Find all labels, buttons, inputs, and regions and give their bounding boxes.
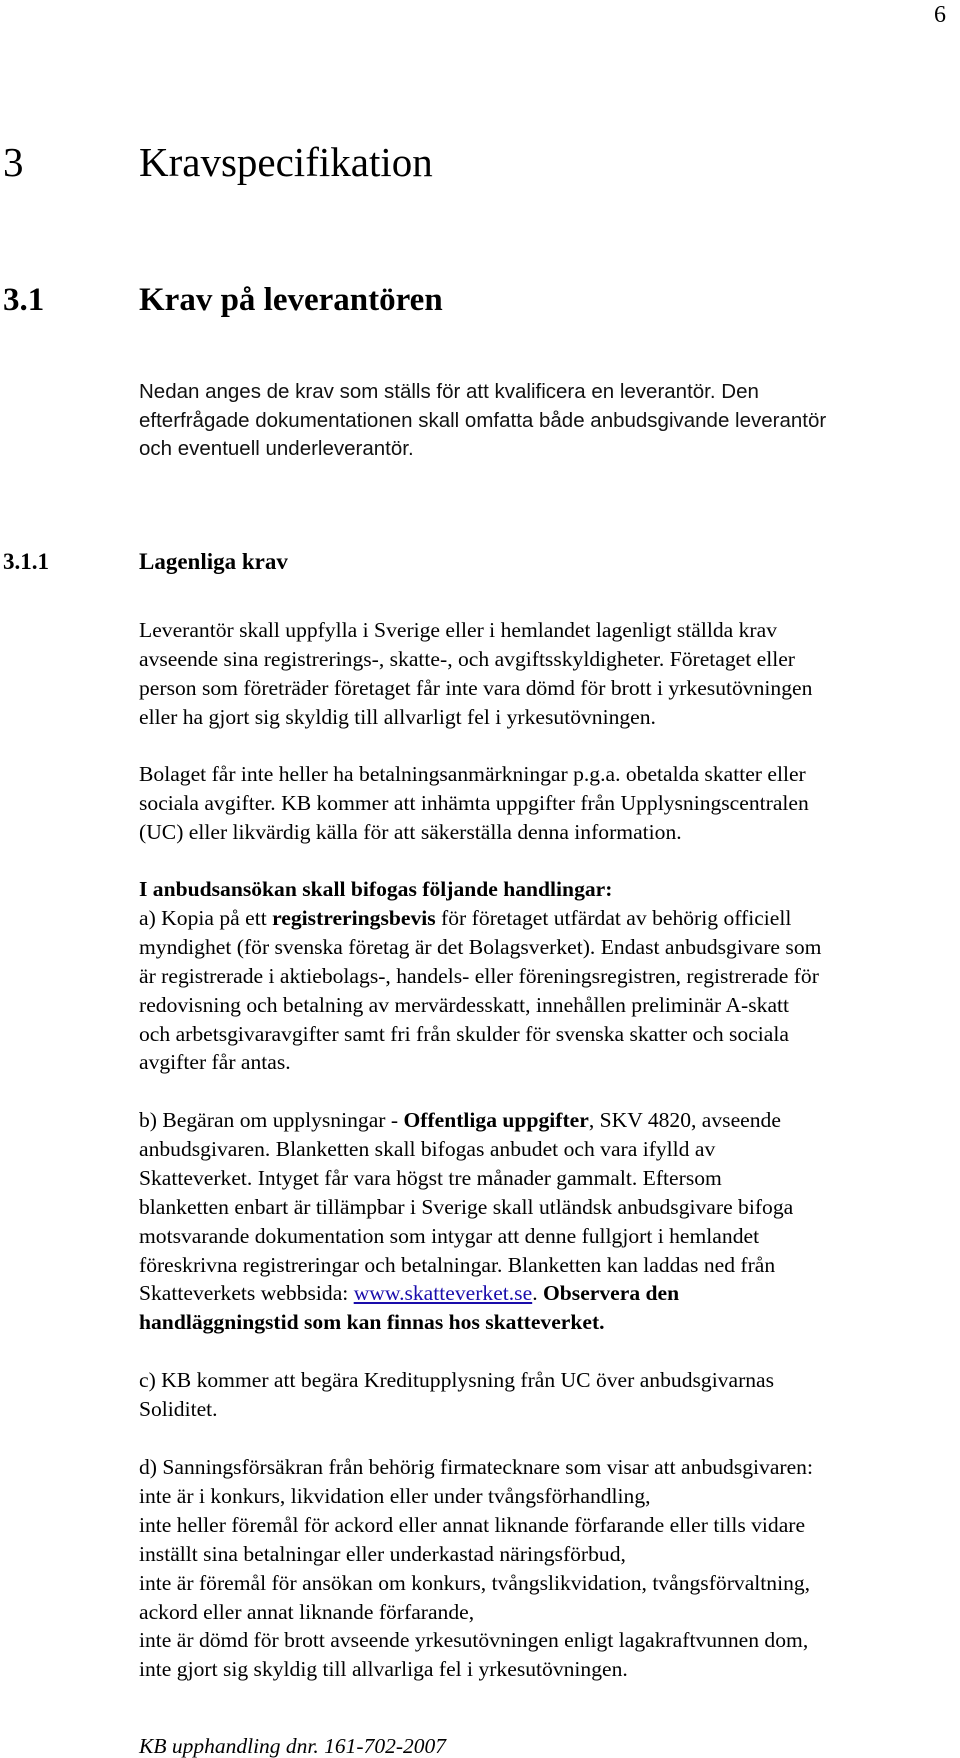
chapter-number: 3 [3,139,24,185]
intro-line: Nedan anges de krav som ställs för att kvalificera en leverantör. Den [139,380,759,403]
item-b-line: Skatteverket. Intyget får vara högst tre månader gammalt. Eftersom [139,1165,722,1190]
item-b-line: anbudsgivaren. Blanketten skall bifogas anbudet och vara ifylld av [139,1136,716,1161]
item-d-line: ackord eller annat liknande förfarande, [139,1599,475,1624]
paragraph-line: avseende sina registrerings-, skatte-, och avgiftsskyldigheter. Företaget eller [139,646,795,671]
item-b-line: motsvarande dokumentation som intygar att denne fullgjort i hemlandet [139,1223,760,1248]
attachments-heading: I anbudsansökan skall bifogas följande handlingar: [139,877,613,901]
item-d-line: inte är föremål för ansökan om konkurs, tvångslikvidation, tvångsförvaltning, [139,1570,811,1595]
payment-remarks-paragraph [139,760,959,847]
paragraph-line: person som företräder företaget får inte vara dömd för brott i yrkesutövningen [139,675,813,700]
section-number: 3.1 [3,282,45,318]
intro-paragraph [139,378,959,464]
offentliga-uppgifter-term: Offentliga uppgifter [403,1108,589,1132]
chapter-title: Kravspecifikation [139,139,433,185]
section-title: Krav på leverantören [139,282,443,318]
item-a-line: myndighet (för svenska företag är det Bolagsverket). Endast anbudsgivare som [139,934,822,959]
paragraph-line: Bolaget får inte heller ha betalningsanmärkningar p.g.a. obetalda skatter eller [139,762,806,786]
item-a-line: avgifter får antas. [139,1050,291,1075]
item-a-line: redovisning och betalning av mervärdesskatt, innehållen preliminär A-skatt [139,992,790,1017]
item-d-line: inte är i konkurs, likvidation eller under tvångsförhandling, [139,1483,651,1508]
subsection-title: Lagenliga krav [139,549,288,574]
item-d-line: inte gjort sig skyldig till allvarliga fel i yrkesutövningen. [139,1657,628,1682]
legal-requirements-paragraph [139,616,959,732]
item-a-line: och arbetsgivaravgifter samt fri från skulder för svenska skatter och sociala [139,1021,789,1046]
subsection-number: 3.1.1 [3,549,49,574]
item-a-line: är registrerade i aktiebolags-, handels- eller föreningsregistren, registrerade för [139,963,819,988]
item-d-line: inställt sina betalningar eller underkastad näringsförbud, [139,1541,626,1566]
page-number: 6 [934,2,946,28]
paragraph-line: Leverantör skall uppfylla i Sverige eller i hemlandet lagenligt ställda krav [139,618,777,642]
item-d-line: d) Sanningsförsäkran från behörig firmatecknare som visar att anbudsgivaren: [139,1455,813,1479]
item-b-line: blanketten enbart är tillämpbar i Sverige skall utländsk anbudsgivare bifoga [139,1194,794,1219]
item-b-line: b) Begäran om upplysningar - Offentliga uppgifter, SKV 4820, avseende [139,1108,781,1132]
observera-note: Observera den [542,1281,680,1306]
item-b-line: föreskrivna registreringar och betalningar. Blanketten kan laddas ned från [139,1252,776,1277]
item-a-line: a) Kopia på ett registreringsbevis för företaget utfärdat av behörig officiell [139,905,792,930]
item-c-line: Soliditet. [139,1396,218,1421]
paragraph-line: sociala avgifter. KB kommer att inhämta uppgifter från Upplysningscentralen [139,790,809,815]
paragraph-line: (UC) eller likvärdig källa för att säkerställa denna information. [139,819,682,844]
attachments-list-a [139,875,959,1077]
intro-line: och eventuell underleverantör. [139,437,414,460]
item-d-line: inte är dömd för brott avseende yrkesutövningen enligt lagakraftvunnen dom, [139,1628,809,1653]
skatteverket-link[interactable]: www.skatteverket.se [353,1281,533,1306]
observera-note-continued: handläggningstid som kan finnas hos skatteverket. [139,1310,605,1335]
item-c-line: c) KB kommer att begära Kreditupplysning från UC över anbudsgivarnas [139,1368,775,1392]
paragraph-line: eller ha gjort sig skyldig till allvarligt fel i yrkesutövningen. [139,704,656,729]
item-b-line: Skatteverkets webbsida: www.skatteverket.se. Observera den [139,1281,680,1306]
item-c-paragraph [139,1366,959,1424]
page-footer: KB upphandling dnr. 161-702-2007 [139,1734,446,1758]
item-d-line: inte heller föremål för ackord eller annat liknande förfarande eller tills vidare [139,1512,806,1537]
item-d-paragraph [139,1453,959,1684]
registreringsbevis-term: registreringsbevis [272,905,436,930]
item-b-paragraph [139,1106,959,1337]
intro-line: efterfrågade dokumentationen skall omfatta både anbudsgivande leverantör [139,408,827,432]
